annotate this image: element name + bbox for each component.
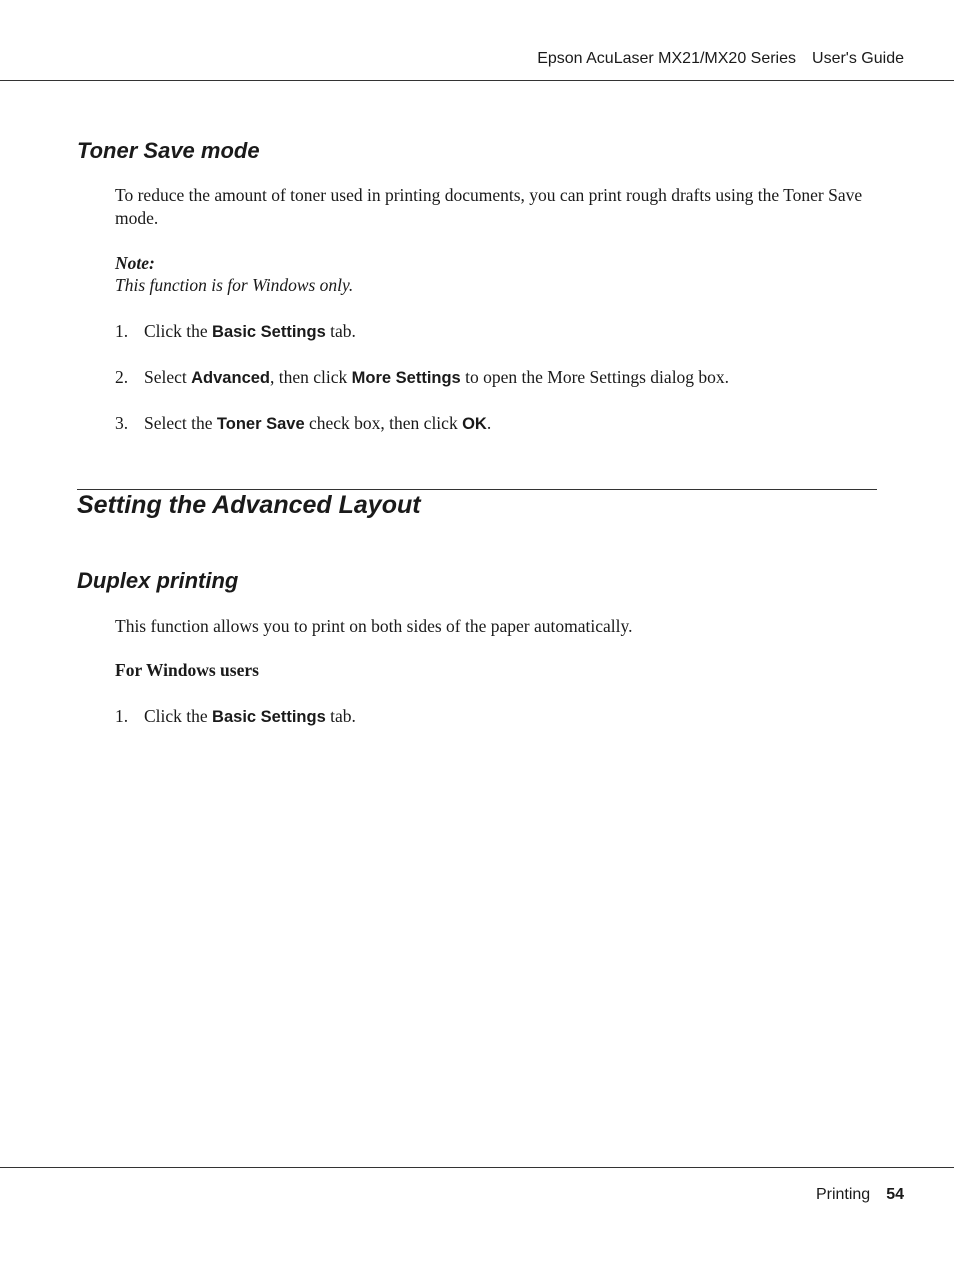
step-text: . <box>486 413 492 433</box>
footer-divider <box>0 1167 954 1168</box>
step-text: Click the <box>144 321 213 341</box>
step-text: tab. <box>325 706 356 726</box>
step-number: 1. <box>115 706 129 726</box>
ui-term-toner-save: Toner Save <box>216 415 305 433</box>
ui-term-ok: OK <box>462 415 487 433</box>
heading-setting-advanced-layout: Setting the Advanced Layout <box>77 491 421 519</box>
toner-step-2 <box>115 367 729 388</box>
duplex-intro: This function allows you to print on both sides of the paper automatically. <box>115 616 633 636</box>
step-number: 2. <box>115 367 129 387</box>
step-text: tab. <box>325 321 356 341</box>
heading-toner-save-mode: Toner Save mode <box>77 138 260 163</box>
step-text: Select the <box>144 413 217 433</box>
section-divider <box>77 489 877 490</box>
ui-term-advanced: Advanced <box>191 369 270 387</box>
step-text: to open the More Settings dialog box. <box>460 367 730 387</box>
toner-step-3 <box>115 413 491 434</box>
running-header <box>537 50 904 68</box>
step-text: Click the <box>144 706 213 726</box>
header-guide-title: User's Guide <box>812 50 904 67</box>
step-number: 3. <box>115 413 129 433</box>
header-divider <box>0 80 954 81</box>
ui-term-basic-settings: Basic Settings <box>212 708 326 726</box>
ui-term-basic-settings: Basic Settings <box>212 323 326 341</box>
step-text: , then click <box>270 367 352 387</box>
page-number: 54 <box>886 1186 904 1203</box>
step-number: 1. <box>115 321 129 341</box>
running-footer <box>816 1186 904 1204</box>
duplex-step-1 <box>115 706 356 727</box>
note-text: This function is for Windows only. <box>115 275 354 295</box>
footer-chapter: Printing <box>815 1186 871 1203</box>
ui-term-more-settings: More Settings <box>351 369 461 387</box>
header-product-title: Epson AcuLaser MX21/MX20 Series <box>537 50 797 67</box>
step-text: Select <box>144 367 192 387</box>
toner-step-1 <box>115 321 356 342</box>
subheading-windows-users: For Windows users <box>115 660 259 680</box>
heading-duplex-printing: Duplex printing <box>77 568 239 593</box>
toner-save-intro: To reduce the amount of toner used in printing documents, you can print rough drafts using the Toner Save mode. <box>115 185 863 228</box>
note-label: Note: <box>115 253 155 273</box>
step-text: check box, then click <box>304 413 463 433</box>
